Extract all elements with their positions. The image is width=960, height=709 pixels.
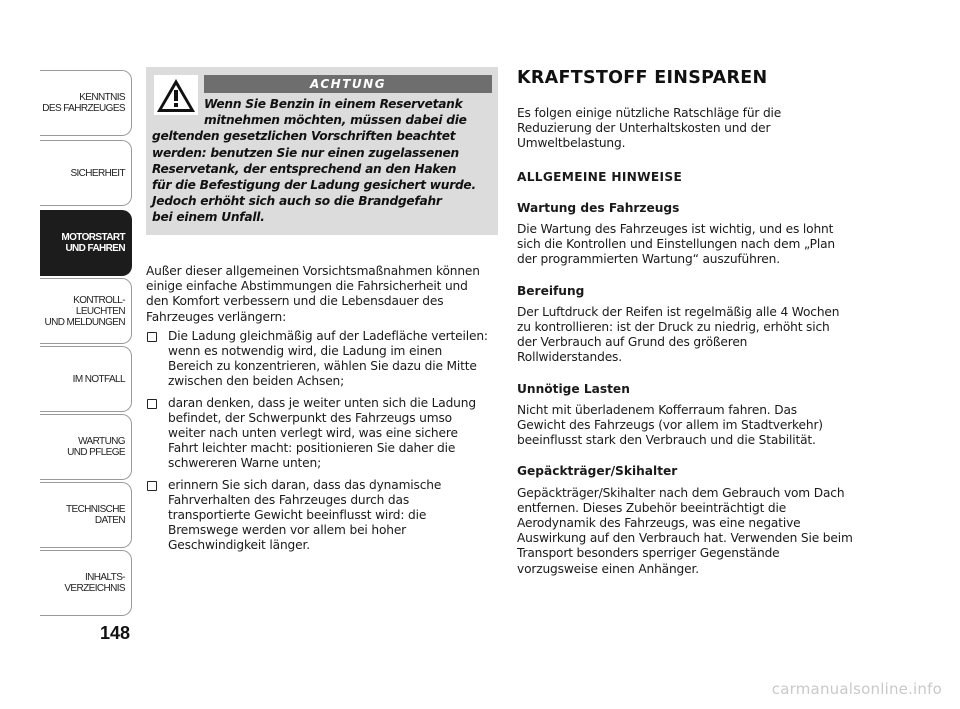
text-line: transportierte Gewicht beeinflusst wird: die <box>168 508 427 523</box>
intro-paragraph <box>517 106 877 152</box>
text-line: schwereren Warne unten; <box>168 456 322 471</box>
text-line: Fahrzeuges verlängern: <box>146 309 287 324</box>
text-line: Geschwindigkeit länger. <box>168 538 310 553</box>
bullet-item <box>146 329 502 390</box>
text-line: vorzugsweise einen Anhänger. <box>517 561 699 576</box>
subheading-wartung: Wartung des Fahrzeugs <box>517 200 680 215</box>
left-column <box>146 264 502 554</box>
warning-line: Jedoch erhöht sich auch so die Brandgefahr <box>152 194 442 209</box>
text-line: Reduzierung der Unterhaltskosten und der <box>517 121 771 136</box>
text-line: wenn es notwendig wird, die Ladung im einen <box>168 344 443 359</box>
warning-line: Wenn Sie Benzin in einem Reservetank <box>204 97 463 111</box>
text-line: Gewicht des Fahrzeugs (vor allem im Stadtverkehr) <box>517 418 823 433</box>
tab-im-notfall[interactable]: IM NOTFALL <box>40 346 132 412</box>
tab-motorstart-und-fahren[interactable]: MOTORSTART UND FAHREN <box>40 210 132 276</box>
text-line: Rollwiderstandes. <box>517 350 622 365</box>
text-line: weiter nach unten verlegt wird, was eine sichere <box>168 426 458 441</box>
text-line: erinnern Sie sich daran, dass das dynamische <box>168 477 442 492</box>
text-line: den Komfort verbessern und die Lebensdauer des <box>146 294 444 309</box>
checkbox-bullet-icon <box>147 481 157 491</box>
text-line: befindet, der Schwerpunkt des Fahrzeugs umso <box>168 410 452 425</box>
text-line: der Verbrauch auf Grund des größeren <box>517 335 748 350</box>
warning-box <box>146 67 498 235</box>
section-title: KRAFTSTOFF EINSPAREN <box>517 68 768 88</box>
tab-kenntnis-des-fahrzeuges[interactable]: KENNTNIS DES FAHRZEUGES <box>40 70 132 136</box>
paragraph-bereifung <box>517 305 877 366</box>
text-line: Auswirkung auf den Verbrauch hat. Verwenden Sie beim <box>517 531 853 546</box>
text-line: Die Wartung des Fahrzeuges ist wichtig, und es lohnt <box>517 222 834 237</box>
warning-line: werden: benutzen Sie nur einen zugelassenen <box>152 145 459 160</box>
text-line: Es folgen einige nützliche Ratschläge für die <box>517 106 782 120</box>
bullet-item <box>146 396 502 472</box>
tab-kontrollleuchten[interactable]: KONTROLL- LEUCHTEN UND MELDUNGEN <box>40 278 132 344</box>
checkbox-bullet-icon <box>147 332 157 342</box>
warning-line: geltenden gesetzlichen Vorschriften beachtet <box>152 129 456 144</box>
text-line: beeinflusst stark den Verbrauch und die Stabilität. <box>517 433 816 448</box>
tab-inhaltsverzeichnis[interactable]: INHALTS- VERZEICHNIS <box>40 550 132 616</box>
intro-paragraph <box>146 264 502 325</box>
text-line: Umweltbelastung. <box>517 136 626 151</box>
text-line: Transport besonders sperriger Gegenstände <box>517 546 780 561</box>
warning-line: Reservetank, der entsprechend an den Haken <box>152 161 457 176</box>
warning-text <box>152 96 496 226</box>
text-line: zu kontrollieren: ist der Druck zu niedrig, erhöht sich <box>517 320 830 335</box>
warning-line: mitnehmen möchten, müssen dabei die <box>204 113 467 128</box>
text-line: Der Luftdruck der Reifen ist regelmäßig alle 4 Wochen <box>517 304 840 319</box>
warning-line: für die Befestigung der Ladung gesichert wurde. <box>152 178 476 193</box>
warning-header: ACHTUNG <box>204 75 492 93</box>
paragraph-lasten <box>517 403 877 449</box>
page-number: 148 <box>100 623 131 643</box>
subheading-bereifung: Bereifung <box>517 283 585 298</box>
text-line: zwischen den beiden Achsen; <box>168 374 345 389</box>
paragraph-gepaecktraeger <box>517 486 877 577</box>
tab-sicherheit[interactable]: SICHERHEIT <box>40 140 132 206</box>
bullet-item <box>146 478 502 554</box>
text-line: Die Ladung gleichmäßig auf der Ladefläche verteilen: <box>168 328 488 343</box>
subheading-lasten: Unnötige Lasten <box>517 381 630 396</box>
checkbox-bullet-icon <box>147 399 157 409</box>
text-line: entfernen. Dieses Zubehör beeinträchtigt die <box>517 500 787 515</box>
tab-technische-daten[interactable]: TECHNISCHE DATEN <box>40 482 132 548</box>
text-line: Außer dieser allgemeinen Vorsichtsmaßnahmen können <box>146 264 480 278</box>
text-line: einige einfache Abstimmungen die Fahrsicherheit und <box>146 279 468 294</box>
subheading-gepaecktraeger: Gepäckträger/Skihalter <box>517 464 678 479</box>
text-line: Nicht mit überladenem Kofferraum fahren. Das <box>517 402 797 417</box>
tab-wartung-und-pflege[interactable]: WARTUNG UND PFLEGE <box>40 414 132 480</box>
text-line: Fahrverhalten des Fahrzeuges durch das <box>168 492 410 507</box>
text-line: daran denken, dass je weiter unten sich die Ladung <box>168 395 476 410</box>
text-line: Bremswege werden vor allem bei hoher <box>168 523 407 538</box>
text-line: sich die Kontrollen und Einstellungen nach dem „Plan <box>517 237 835 252</box>
text-line: der programmierten Wartung“ auszuführen. <box>517 252 780 267</box>
text-line: Fahrt leichter macht: positionieren Sie daher die <box>168 441 456 456</box>
text-line: Aerodynamik des Fahrzeugs, was eine negative <box>517 516 801 531</box>
text-line: Gepäckträger/Skihalter nach dem Gebrauch vom Dach <box>517 485 845 500</box>
text-line: Bereich zu konzentrieren, wählen Sie dazu die Mitte <box>168 359 477 374</box>
general-heading: ALLGEMEINE HINWEISE <box>517 169 683 184</box>
watermark: carmanualsonline.info <box>771 680 942 698</box>
right-column <box>517 106 877 577</box>
warning-line: bei einem Unfall. <box>152 210 265 225</box>
paragraph-wartung <box>517 222 877 268</box>
